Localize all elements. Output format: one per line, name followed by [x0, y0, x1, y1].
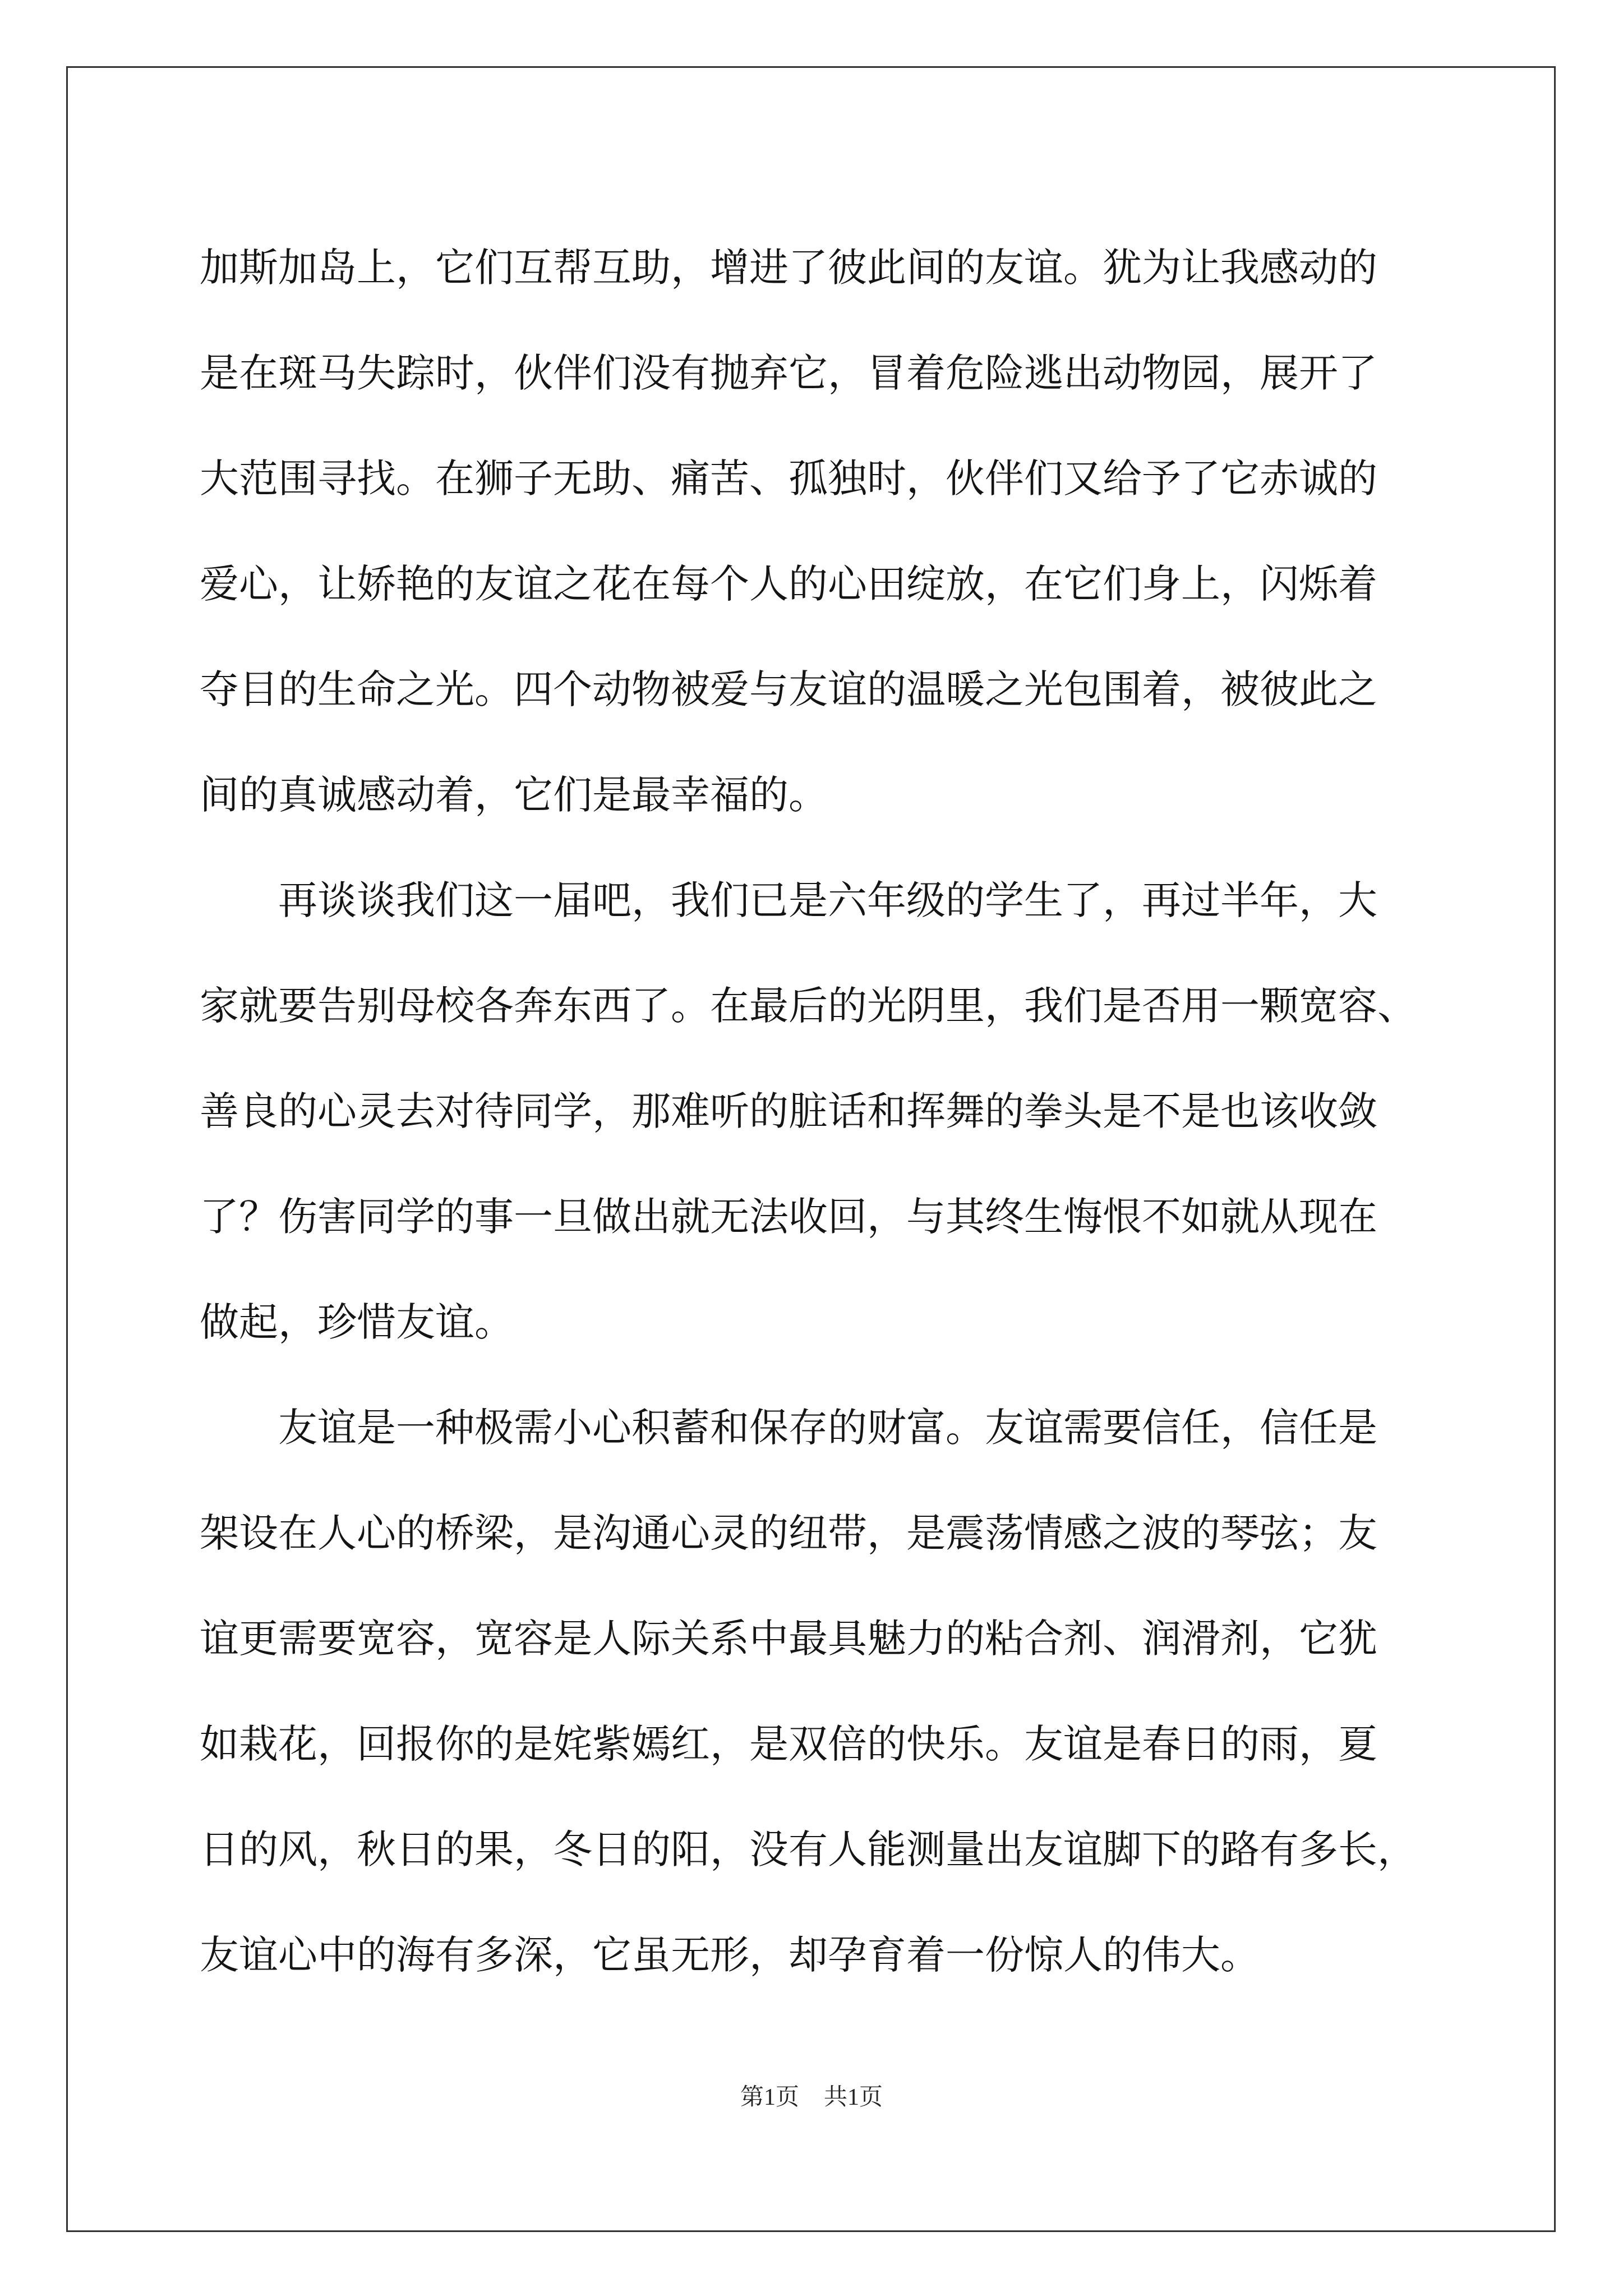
text-line-6: 间的真诚感动着，它们是最幸福的。 — [200, 772, 828, 818]
text-line-4: 爱心，让娇艳的友谊之花在每个人的心田绽放，在它们身上，闪烁着 — [200, 561, 1377, 607]
text-line-17: 友谊心中的海有多深，它虽无形，却孕育着一份惊人的伟大。 — [200, 1932, 1260, 1978]
page-number-total: 共1页 — [824, 2085, 883, 2110]
text-line-2: 是在斑马失踪时，伙伴们没有抛弃它，冒着危险逃出动物园，展开了 — [200, 350, 1377, 396]
document-body — [200, 215, 1433, 2008]
text-line-13: 架设在人心的桥梁，是沟通心灵的纽带，是震荡情感之波的琴弦；友 — [200, 1510, 1377, 1556]
text-line-10: 了？伤害同学的事一旦做出就无法收回，与其终生悔恨不如就从现在 — [200, 1194, 1377, 1240]
text-line-1: 加斯加岛上，它们互帮互助，增进了彼此间的友谊。犹为让我感动的 — [200, 245, 1377, 291]
text-line-5: 夺目的生命之光。四个动物被爱与友谊的温暖之光包围着，被彼此之 — [200, 666, 1377, 712]
page-footer — [0, 2078, 1623, 2112]
text-line-12: 友谊是一种极需小心积蓄和保存的财富。友谊需要信任，信任是 — [200, 1405, 1377, 1451]
text-line-9: 善良的心灵去对待同学，那难听的脏话和挥舞的拳头是不是也该收敛 — [200, 1088, 1377, 1134]
text-line-14: 谊更需要宽容，宽容是人际关系中最具魅力的粘合剂、润滑剂，它犹 — [200, 1616, 1377, 1662]
text-line-7: 再谈谈我们这一届吧，我们已是六年级的学生了，再过半年，大 — [200, 877, 1377, 923]
text-line-3: 大范围寻找。在狮子无助、痛苦、孤独时，伙伴们又给予了它赤诚的 — [200, 455, 1377, 501]
text-line-16: 日的风，秋日的果，冬日的阳，没有人能测量出友谊脚下的路有多长， — [200, 1826, 1417, 1872]
text-line-15: 如栽花，回报你的是姹紫嫣红，是双倍的快乐。友谊是春日的雨，夏 — [200, 1721, 1377, 1767]
text-line-8: 家就要告别母校各奔东西了。在最后的光阴里，我们是否用一颗宽容、 — [200, 983, 1417, 1029]
page-number-current: 第1页 — [740, 2085, 799, 2110]
text-line-11: 做起，珍惜友谊。 — [200, 1299, 514, 1345]
